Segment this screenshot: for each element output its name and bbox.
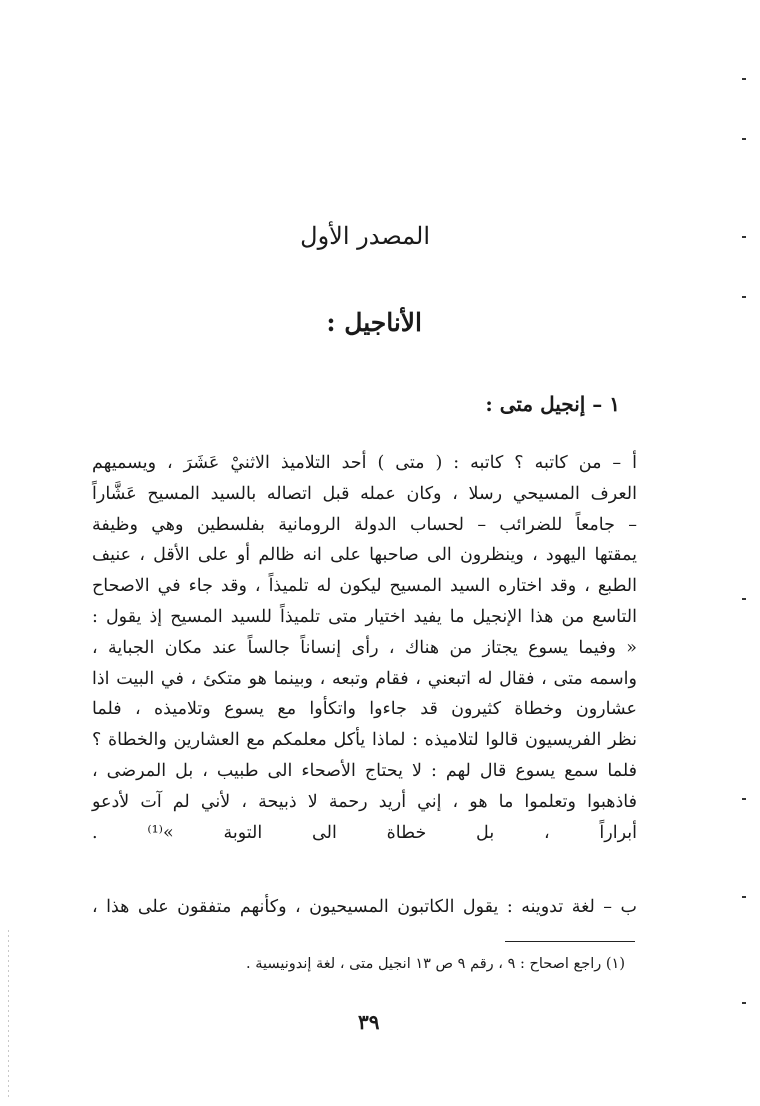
margin-mark xyxy=(742,1002,746,1004)
footnote-divider xyxy=(505,941,635,942)
text-line: – جامعاً للضرائب – لحساب الدولة الرومانية بفلسطين وهي وظيفة xyxy=(92,514,637,535)
text-line: أ – من كاتبه ؟ كاتبه : ( متى ) أحد التلاميذ الاثنيْ عَشَرَ ، ويسميهم xyxy=(92,453,637,473)
text-line: عشارون وخطاة كثيرون قد جاءوا واتكأوا مع يسوع وتلاميذه ، فلما xyxy=(92,699,637,720)
paragraph-b xyxy=(92,892,637,923)
margin-mark xyxy=(742,78,746,80)
text-line: ب – لغة تدوينه : يقول الكاتبون المسيحيون ، وكأنهم متفقون على هذا ، xyxy=(92,897,637,917)
page-number: ٣٩ xyxy=(358,1010,380,1034)
margin-mark xyxy=(742,598,746,600)
margin-mark xyxy=(742,296,746,298)
text-line: « وفيما يسوع يجتاز من هناك ، رأى إنساناً جالساً عند مكان الجباية ، xyxy=(92,637,637,658)
margin-mark xyxy=(742,896,746,898)
margin-mark xyxy=(742,236,746,238)
text-line: التاسع من هذا الإنجيل ما يفيد اختيار متى تلميذاً للسيد المسيح إذ يقول : xyxy=(92,606,637,627)
text-line: الطبع ، وقد اختاره السيد المسيح ليكون له تلميذاً ، وقد جاء في الاصحاح xyxy=(92,576,637,597)
paragraph-a xyxy=(92,448,637,848)
text-line: واسمه متى ، فقال له اتبعني ، فقام وتبعه ، وبينما هو متكئ ، في البيت اذا xyxy=(92,668,637,689)
text-line: أبراراً ، بل خطاة الى التوبة »⁽¹⁾ . xyxy=(92,822,637,843)
margin-mark xyxy=(742,798,746,800)
subsection-title: ١ – إنجيل متى : xyxy=(485,392,620,416)
margin-mark xyxy=(742,138,746,140)
scan-edge xyxy=(8,930,9,1100)
footnote: (١) راجع اصحاح : ٩ ، رقم ٩ ص ١٣ انجيل متى ، لغة إندونيسية . xyxy=(246,956,625,972)
section-title: الأناجيل : xyxy=(326,308,422,337)
text-line: فاذهبوا وتعلموا ما هو ، إني أريد رحمة لا ذبيحة ، لأني لم آت لأدعو xyxy=(92,791,637,812)
text-line: يمقتها اليهود ، وينظرون الى صاحبها على انه ظالم أو على الأقل ، عنيف xyxy=(92,545,637,566)
text-line: فلما سمع يسوع قال لهم : لا يحتاج الأصحاء الى طبيب ، بل المرضى ، xyxy=(92,760,637,781)
text-line: نظر الفريسيون قالوا لتلاميذه : لماذا يأكل معلمكم مع العشارين والخطاة ؟ xyxy=(92,730,637,751)
chapter-title: المصدر الأول xyxy=(300,222,430,250)
text-line: العرف المسيحي رسلا ، وكان عمله قبل اتصاله بالسيد المسيح عَشَّاراً xyxy=(92,483,637,504)
